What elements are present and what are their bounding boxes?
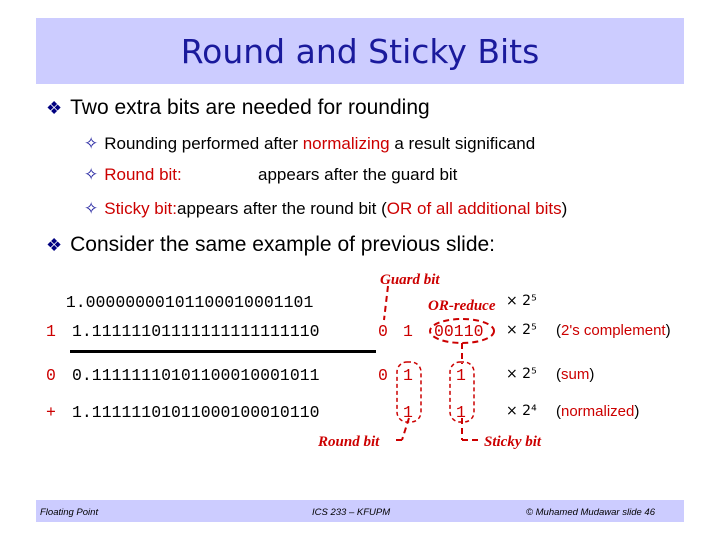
row4-prefix: +: [46, 403, 56, 422]
sticky-group-ellipse: [430, 319, 494, 343]
row3-guard: 0: [378, 366, 388, 385]
or-reduce-label: OR-reduce: [428, 298, 496, 314]
page-title: Round and Sticky Bits: [180, 32, 540, 71]
sticky-bit-label: Sticky bit: [484, 434, 542, 450]
row2-guard: 0: [378, 322, 388, 341]
sub-sticky-bit: ✧ Sticky bit:appears after the round bit (OR of all additional bits): [84, 199, 568, 218]
row2-sticky: 00110: [434, 322, 484, 341]
round-bit-label: Round bit: [318, 434, 380, 450]
star-bullet-icon: ✧: [84, 134, 99, 153]
sticky-bit-box: [450, 362, 474, 422]
row1-exponent: × 2⁵: [506, 293, 537, 309]
bullet-example: ❖ Consider the same example of previous slide:: [46, 233, 496, 256]
row-sum: 0.11111110101100010001011: [72, 366, 320, 385]
row4-round: 1: [403, 403, 413, 422]
row2-note: (2's complement): [556, 322, 671, 339]
guard-bit-pointer: [384, 286, 388, 320]
round-bit-desc: appears after the guard bit: [258, 165, 458, 184]
row-normalized: 1.11111101011000100010110: [72, 403, 320, 422]
round-bit-box: [397, 362, 421, 422]
star-bullet-icon: ✧: [84, 199, 99, 218]
footer-left: Floating Point: [40, 507, 99, 518]
row-operand-a: 1.00000000101100010001101: [65, 293, 314, 312]
row3-exponent: × 2⁵: [506, 366, 537, 382]
sub-rounding: ✧ Rounding performed after normalizing a result significand: [84, 134, 536, 153]
row3-round: 1: [403, 366, 413, 385]
row3-prefix: 0: [46, 366, 56, 385]
row4-note: (normalized): [556, 403, 640, 420]
footer-right: © Muhamed Mudawar slide 46: [526, 507, 655, 518]
row2-prefix: 1: [46, 322, 56, 341]
row4-sticky: 1: [456, 403, 466, 422]
row3-note: (sum): [556, 366, 595, 383]
footer-center: ICS 233 – KFUPM: [312, 507, 391, 518]
sub-round-bit: ✧ Round bit:: [84, 165, 182, 184]
row4-exponent: × 2⁴: [506, 403, 537, 419]
row2-exponent: × 2⁵: [506, 322, 537, 338]
row-operand-b: 1.11111101111111111111110: [72, 322, 320, 341]
diamond-bullet-icon: ❖: [46, 98, 63, 118]
diamond-bullet-icon: ❖: [46, 235, 63, 255]
row2-round: 1: [403, 322, 413, 341]
guard-bit-label: Guard bit: [380, 272, 440, 288]
row3-sticky: 1: [456, 366, 466, 385]
star-bullet-icon: ✧: [84, 165, 99, 184]
bullet-rounding: ❖ Two extra bits are needed for rounding: [46, 96, 430, 119]
